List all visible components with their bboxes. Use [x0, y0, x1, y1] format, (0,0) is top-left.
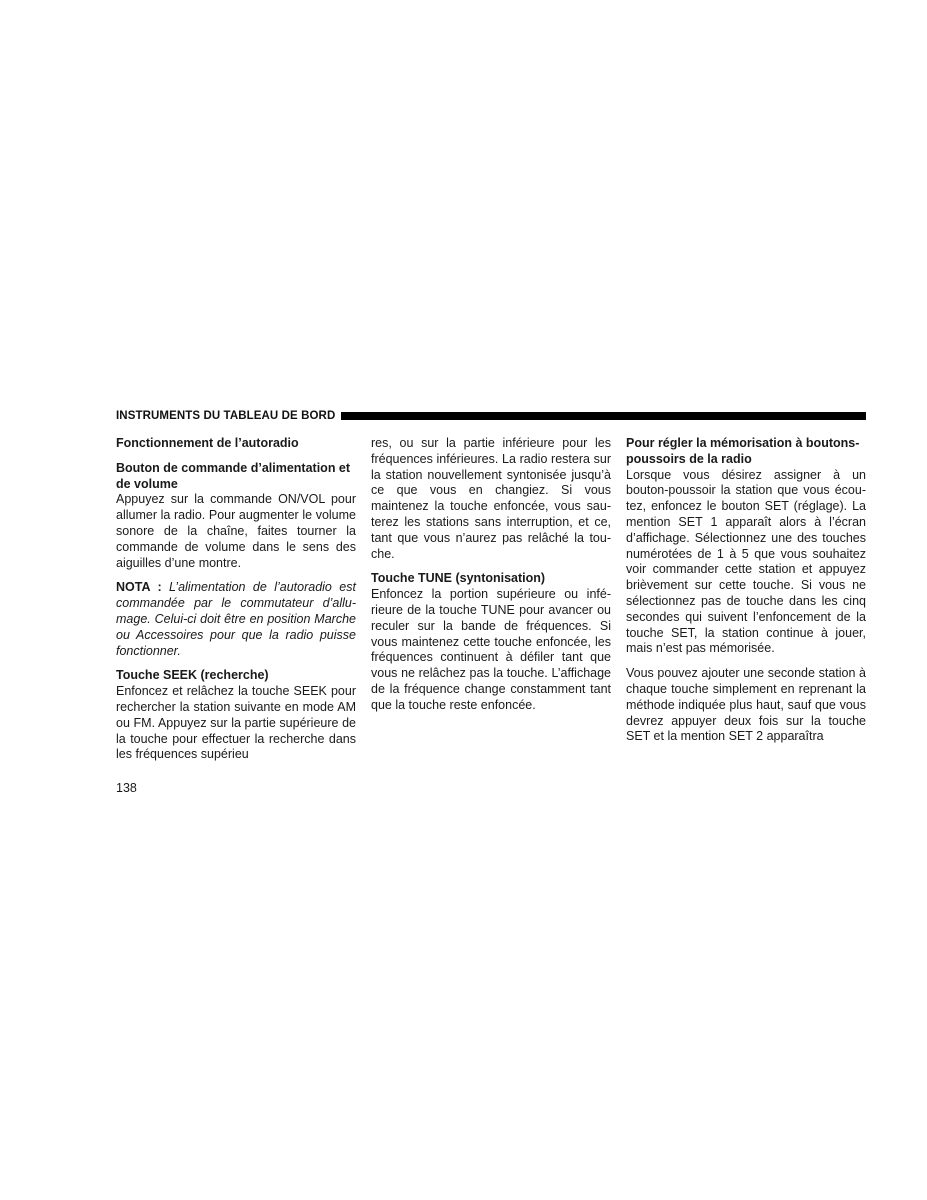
column-3 [626, 436, 866, 745]
note-text: L’alimentation de l’autoradio est commandée par le commutateur d’allumage. Celui-ci doit être en position Marche ou Accessoires pour que la radio puisse fonctionner. [116, 580, 356, 658]
power-heading: Bouton de commande d’alimentation et de volume [116, 460, 351, 491]
header-title: INSTRUMENTS DU TABLEAU DE BORD [116, 410, 336, 422]
tune-heading: Touche TUNE (syntonisation) [371, 571, 546, 586]
page-header [116, 408, 866, 424]
column-1 [116, 436, 356, 763]
section-title: Fonctionnement de l’autoradio [116, 436, 299, 450]
memory-heading: Pour régler la mémorisation à boutons-poussoirs de la radio [626, 436, 860, 466]
seek-heading: Touche SEEK (recherche) [116, 668, 269, 683]
tune-text: Enfoncez la portion supérieure ou inférieure de la touche TUNE pour avancer ou reculer sur la bande de fréquences. Si vous maintenez cette touche enfoncée, les fréquences continuent à défiler tant que vous ne relâchez pas la touche. L’affichage de la fréquence change constamment tant que la touche reste enfoncée. [371, 587, 611, 712]
note-paragraph [116, 580, 356, 659]
seek-continued-text: res, ou sur la partie inférieure pour les fréquences inférieures. La radio restera sur la station nouvellement syntonisée jusqu’à ce que vous en changiez. Si vous maintenez la touche enfoncée, vous sauterez les stations sans interruption, et ce, tant que vous n’aurez pas relâché la touche. [371, 436, 611, 561]
page-number: 138 [116, 781, 137, 795]
header-rule [341, 412, 866, 420]
memory-text: Lorsque vous désirez assigner à un bouton-poussoir la station que vous écoutez, enfoncez le bouton SET (réglage). La mention SET 1 apparaît alors à l’écran d’affichage. Sélectionnez une des touches numérotées de 1 à 5 que vous souhaitez voir commander cette station et appuyez brièvement sur cette touche. Si vous ne sélectionnez pas de touche dans les cinq secondes qui suivent l’enfoncement de la touche SET, la station continue à jouer, mais n’est pas mémorisée. [626, 467, 866, 656]
second-station-text: Vous pouvez ajouter une seconde station à chaque touche simplement en reprenant la méthode indiquée plus haut, sauf que vous devrez appuyer deux fois sur la touche SET et la mention SET 2 apparaîtra [626, 666, 866, 744]
power-text: Appuyez sur la commande ON/VOL pour allumer la radio. Pour augmenter le volume sonore de la chaîne, faites tourner la commande de volume dans le sens des aiguilles d’une montre. [116, 492, 356, 570]
note-label: NOTA : [116, 580, 162, 595]
seek-text: Enfoncez et relâchez la touche SEEK pour rechercher la station suivante en mode AM ou FM. Appuyez sur la partie supérieure de la touche pour effectuer la recherche dans les fréquences supérieu [116, 684, 356, 762]
column-2 [371, 436, 611, 714]
